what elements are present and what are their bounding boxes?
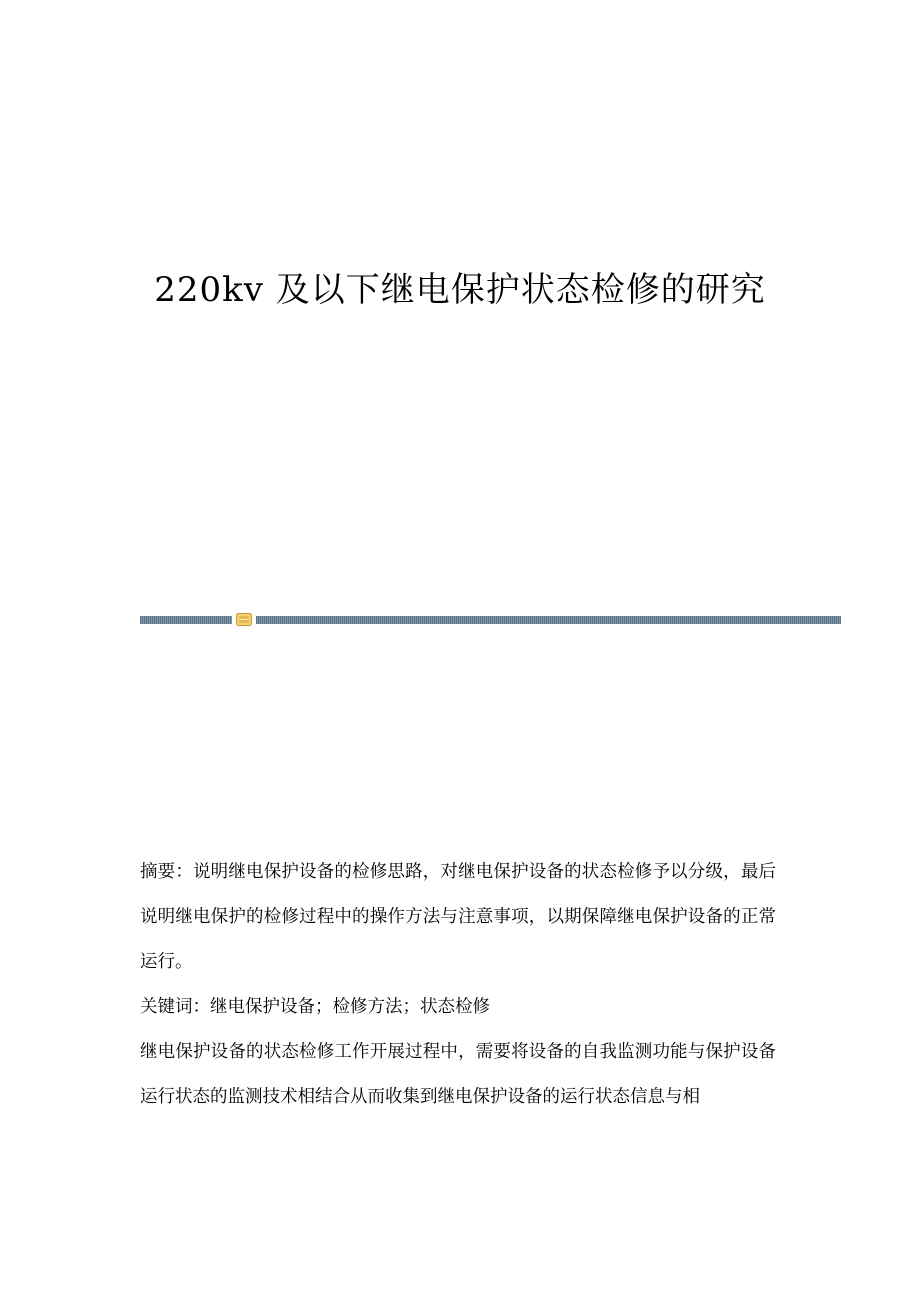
document-body <box>140 850 776 1120</box>
page-title: 220kv 及以下继电保护状态检修的研究 <box>154 270 766 310</box>
title-divider-right <box>256 616 841 624</box>
abstract-paragraph: 摘要：说明继电保护设备的检修思路，对继电保护设备的状态检修予以分级，最后说明继电保护的检修过程中的操作方法与注意事项，以期保障继电保护设备的正常运行。 <box>140 862 776 972</box>
body-paragraph: 继电保护设备的状态检修工作开展过程中，需要将设备的自我监测功能与保护设备运行状态的监测技术相结合从而收集到继电保护设备的运行状态信息与相 <box>140 1042 776 1107</box>
keywords-paragraph: 关键词：继电保护设备；检修方法；状态检修 <box>140 997 490 1017</box>
gold-gem-icon <box>236 613 252 626</box>
title-divider-left <box>140 616 232 624</box>
